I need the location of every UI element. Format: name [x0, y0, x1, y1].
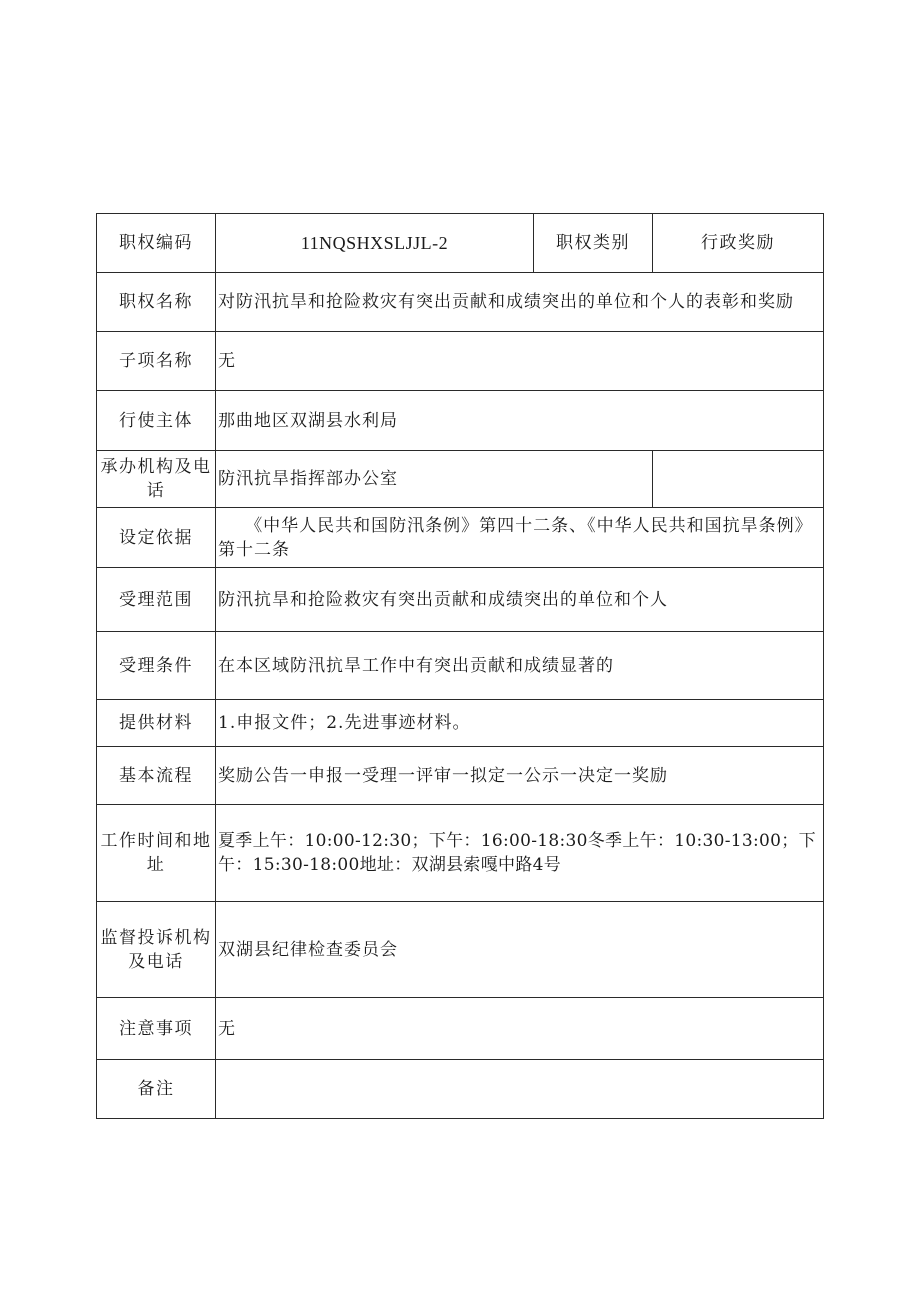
supervision-value: 双湖县纪律检查委员会 [216, 902, 824, 998]
row-process [97, 747, 824, 805]
basis-value: 《中华人民共和国防汛条例》第四十二条、《中华人民共和国抗旱条例》第十二条 [216, 508, 824, 568]
office-value: 防汛抗旱指挥部办公室 [216, 451, 653, 508]
scope-value: 防汛抗旱和抢险救灾有突出贡献和成绩突出的单位和个人 [216, 568, 824, 632]
row-office [97, 451, 824, 508]
row-supervision [97, 902, 824, 998]
row-subject [97, 391, 824, 451]
process-label: 基本流程 [97, 747, 216, 805]
row-scope [97, 568, 824, 632]
row-hours [97, 805, 824, 902]
hours-value: 夏季上午：10:00-12:30；下午：16:00-18:30冬季上午：10:30-13:00；下午：15:30-18:00地址：双湖县索嘎中路4号 [216, 805, 824, 902]
name-label: 职权名称 [97, 273, 216, 332]
row-basis [97, 508, 824, 568]
office-label: 承办机构及电话 [97, 451, 216, 508]
code-label: 职权编码 [97, 214, 216, 273]
notes-value: 无 [216, 998, 824, 1060]
category-label: 职权类别 [534, 214, 653, 273]
notes-label: 注意事项 [97, 998, 216, 1060]
sub-value: 无 [216, 332, 824, 391]
basis-label: 设定依据 [97, 508, 216, 568]
row-notes [97, 998, 824, 1060]
category-value: 行政奖励 [653, 214, 824, 273]
remark-value [216, 1060, 824, 1119]
materials-value: 1.申报文件；2.先进事迹材料。 [216, 700, 824, 747]
code-value: 11NQSHXSLJJL-2 [216, 214, 534, 273]
condition-value: 在本区域防汛抗旱工作中有突出贡献和成绩显著的 [216, 632, 824, 700]
subject-value: 那曲地区双湖县水利局 [216, 391, 824, 451]
row-code [97, 214, 824, 273]
row-name [97, 273, 824, 332]
row-sub [97, 332, 824, 391]
sub-label: 子项名称 [97, 332, 216, 391]
subject-label: 行使主体 [97, 391, 216, 451]
process-value: 奖励公告一申报一受理一评审一拟定一公示一决定一奖励 [216, 747, 824, 805]
condition-label: 受理条件 [97, 632, 216, 700]
authority-table [96, 213, 824, 1119]
name-value: 对防汛抗旱和抢险救灾有突出贡献和成绩突出的单位和个人的表彰和奖励 [216, 273, 824, 332]
row-remark [97, 1060, 824, 1119]
supervision-label: 监督投诉机构及电话 [97, 902, 216, 998]
office-phone [653, 451, 824, 508]
row-condition [97, 632, 824, 700]
materials-label: 提供材料 [97, 700, 216, 747]
remark-label: 备注 [97, 1060, 216, 1119]
row-materials [97, 700, 824, 747]
hours-label: 工作时间和地址 [97, 805, 216, 902]
scope-label: 受理范围 [97, 568, 216, 632]
